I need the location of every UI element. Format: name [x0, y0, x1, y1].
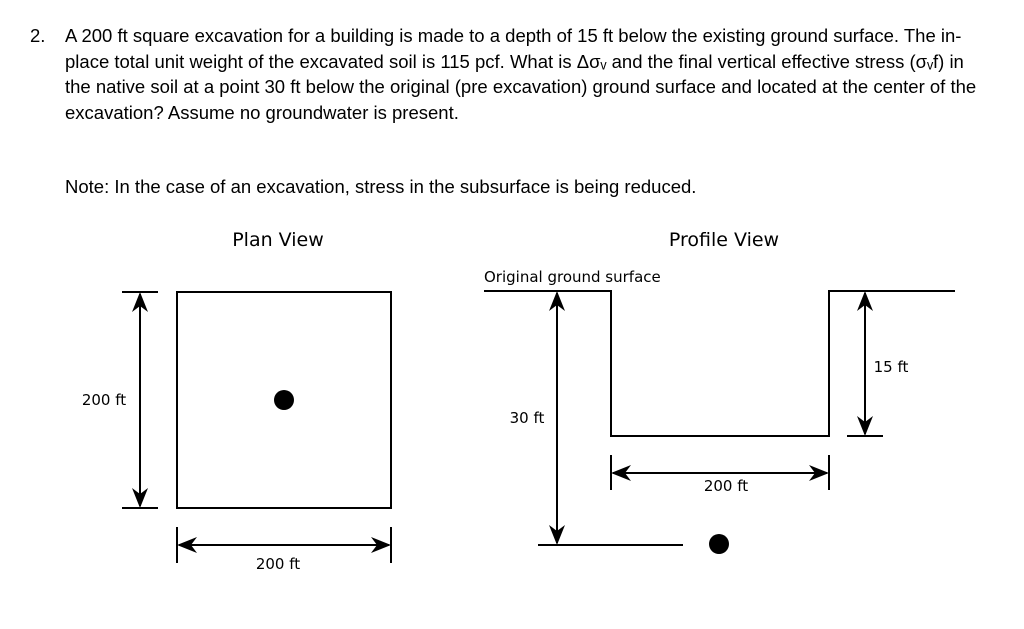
profile-point-depth-label: 30 ft — [509, 409, 545, 427]
question-note: Note: In the case of an excavation, stress in the subsurface is being reduced. — [65, 176, 697, 197]
profile-view-title: Profile View — [668, 229, 780, 251]
profile-depth-label: 15 ft — [873, 358, 909, 376]
profile-width-label: 200 ft — [703, 477, 749, 495]
plan-height-label: 200 ft — [81, 391, 127, 409]
plan-point-marker — [274, 390, 294, 410]
plan-width-label: 200 ft — [255, 555, 301, 573]
plan-view-title: Plan View — [232, 229, 324, 251]
question-number: 2. — [30, 25, 46, 46]
ground-surface-label: Original ground surface — [484, 268, 661, 286]
profile-point-marker — [709, 534, 729, 554]
question-text: A 200 ft square excavation for a building is made to a depth of 15 ft below the existing ground surface. The in-place total unit weight of the excavated soil is 115 pcf. What is Δσᵥ and the final vertical effective stress (σᵥf) in the native soil at a point 30 ft below the original (pre excavation) ground surface and located at the center of the excavation? Assume no groundwater is present. — [65, 25, 977, 123]
